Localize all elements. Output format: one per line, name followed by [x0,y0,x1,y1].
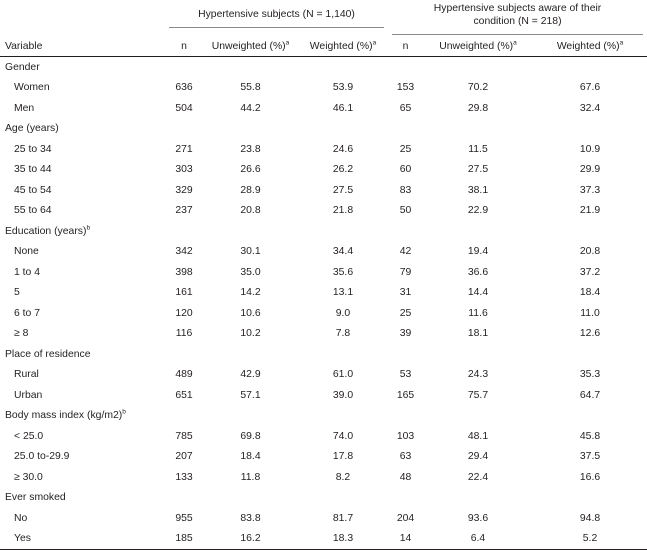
cell-n-total: 185 [165,529,203,550]
cell-n-aware [388,221,423,242]
cell-weighted-total: 39.0 [332,389,354,401]
row-label: 45 to 54 [14,184,52,196]
col-header-unweighted-label: Unweighted (%) [211,40,286,52]
cell-unweighted-aware: 14.4 [467,287,489,299]
cell-n-aware: 25 [399,307,412,319]
cell-weighted-total: 34.4 [332,246,354,258]
cell-weighted-aware: 12.6 [579,328,601,340]
cell-weighted-aware: 32.4 [579,102,601,114]
cell-n-total [165,57,203,78]
cell-n-aware [388,406,423,427]
cell-unweighted-total: 83.8 [240,512,261,524]
cell-weighted-total: 18.3 [298,529,388,550]
cell-weighted-aware: 64.7 [579,389,601,401]
table-row [0,98,647,119]
cell-weighted-aware [533,488,647,509]
col-header-weighted [298,36,388,57]
footnote-a-marker: a [285,39,290,47]
cell-n-total: 161 [175,287,193,299]
cell-n-total: 785 [175,430,193,442]
group-header-hypertensive [165,0,388,36]
footnote-a-marker: a [619,39,624,47]
cell-weighted-total: 21.8 [332,205,354,217]
row-label-cell [0,529,165,550]
row-label: Women [14,82,50,94]
category-label-cell [0,57,165,78]
cell-unweighted-total: 28.9 [240,184,261,196]
cell-unweighted-aware: 70.2 [467,82,489,94]
cell-unweighted-total [203,344,298,365]
row-label-cell [0,262,165,283]
cell-unweighted-total: 35.0 [240,266,261,278]
cell-n-aware [388,119,423,140]
category-row [0,221,647,242]
cell-weighted-aware: 37.2 [579,266,601,278]
cell-unweighted-aware: 11.5 [468,143,488,155]
cell-weighted-total [298,221,388,242]
category-row [0,488,647,509]
row-label: No [14,512,28,524]
cell-weighted-total: 27.5 [332,184,354,196]
cell-weighted-aware: 29.9 [579,164,601,176]
cell-weighted-total: 13.1 [332,287,354,299]
cell-unweighted-aware: 93.6 [467,512,489,524]
cell-unweighted-total [203,488,298,509]
row-label: 35 to 44 [14,164,52,176]
cell-weighted-aware: 37.3 [579,184,601,196]
row-label: None [14,246,39,258]
row-label-cell [0,242,165,263]
cell-n-total: 133 [175,471,193,483]
cell-n-total: 329 [175,184,193,196]
cell-n-aware: 83 [399,184,412,196]
table-row [0,78,647,99]
cell-n-aware: 53 [399,369,412,381]
row-label-cell [0,303,165,324]
footnote-b-marker: b [86,224,91,232]
cell-n-aware: 25 [399,143,412,155]
cell-n-total [165,344,203,365]
table-row [0,303,647,324]
cell-weighted-total [298,119,388,140]
row-label-cell [0,160,165,181]
col-header-n: n [165,36,203,57]
cell-n-aware: 204 [396,512,415,524]
cell-unweighted-total [203,119,298,140]
col-header-weighted [533,36,647,57]
cell-weighted-aware: 11.0 [580,307,600,319]
cell-unweighted-total: 26.6 [240,164,261,176]
cell-weighted-total: 61.0 [332,369,354,381]
table-row [0,447,647,468]
cell-n-total: 303 [175,164,193,176]
cell-unweighted-aware: 29.4 [467,451,489,463]
footnote-b-marker: b [122,408,126,416]
cell-unweighted-total: 69.8 [240,430,261,442]
row-label: Yes [14,533,31,545]
category-row [0,119,647,140]
category-label: Ever smoked [5,492,66,504]
cell-unweighted-total: 10.6 [240,307,261,319]
col-header-unweighted [203,36,298,57]
table-row [0,324,647,345]
cell-weighted-total: 7.8 [335,328,351,340]
table-row [0,365,647,386]
group-header-aware-line1: Hypertensive subjects aware of their [433,2,602,14]
cell-weighted-aware: 94.8 [579,512,601,524]
cell-n-total: 489 [175,369,193,381]
table-row [0,385,647,406]
cell-n-total: 116 [175,328,193,340]
cell-weighted-total: 81.7 [332,512,354,524]
category-row [0,57,647,78]
cell-unweighted-aware [423,344,533,365]
group-header-aware-line2: condition (N = 218) [473,15,562,27]
cell-weighted-aware: 10.9 [579,143,601,155]
table-row [0,426,647,447]
row-label-cell [0,98,165,119]
group-header-empty [0,0,165,36]
cell-unweighted-aware: 27.5 [467,164,489,176]
cell-unweighted-aware: 48.1 [467,430,489,442]
row-label-cell [0,385,165,406]
cell-n-total: 120 [175,307,193,319]
category-label: Age (years) [5,123,59,135]
cell-n-total: 955 [175,512,193,524]
row-label: < 25.0 [14,430,44,442]
cell-weighted-aware: 37.5 [579,451,601,463]
cell-n-aware: 39 [399,328,412,340]
cell-weighted-aware: 35.3 [579,369,601,381]
cell-unweighted-aware: 22.9 [467,205,489,217]
cell-unweighted-aware: 29.8 [467,102,489,114]
row-label-cell [0,201,165,222]
col-header-n: n [388,36,423,57]
cell-weighted-aware: 21.9 [579,205,601,217]
cell-unweighted-aware: 75.7 [467,389,489,401]
cell-n-total: 398 [175,266,193,278]
cell-weighted-total: 24.6 [332,143,354,155]
cell-weighted-total: 17.8 [332,451,354,463]
table-row [0,242,647,263]
cell-unweighted-aware: 18.1 [467,328,489,340]
cell-n-aware: 165 [396,389,415,401]
cell-weighted-aware [533,119,647,140]
cell-n-aware: 48 [399,471,412,483]
cell-n-aware [388,344,423,365]
cell-n-total: 504 [175,102,193,114]
category-label: Body mass index (kg/m2) [5,410,123,422]
category-row [0,344,647,365]
row-label: 6 to 7 [14,307,40,319]
cell-unweighted-aware: 22.4 [467,471,489,483]
cell-n-total: 237 [175,205,193,217]
table-row [0,262,647,283]
cell-weighted-aware: 5.2 [533,529,647,550]
row-label: Urban [14,389,43,401]
cell-weighted-aware: 67.6 [579,82,601,94]
cell-unweighted-total: 42.9 [240,369,261,381]
col-header-unweighted [423,36,533,57]
group-header-row [0,0,647,36]
cell-n-total: 651 [175,389,193,401]
cell-weighted-aware: 16.6 [579,471,601,483]
cell-unweighted-total: 16.2 [203,529,298,550]
category-label-cell [0,221,165,242]
cell-n-aware [388,488,423,509]
group-header-hypertensive-label: Hypertensive subjects (N = 1,140) [169,8,384,28]
cell-unweighted-total: 30.1 [240,246,261,258]
cell-unweighted-total: 20.8 [240,205,261,217]
cell-unweighted-aware [423,488,533,509]
table-row [0,180,647,201]
cell-unweighted-aware [423,57,533,78]
cell-weighted-total [298,57,388,78]
cell-unweighted-aware: 6.4 [423,529,533,550]
cell-n-aware: 153 [396,82,415,94]
row-label-cell [0,508,165,529]
col-header-unweighted-label: Unweighted (%) [439,40,514,52]
cell-unweighted-total: 11.8 [240,471,261,483]
cell-weighted-aware: 18.4 [579,287,601,299]
footnote-a-marker: a [513,39,517,47]
cell-weighted-total: 46.1 [332,102,354,114]
cell-weighted-aware [533,57,647,78]
cell-unweighted-aware [423,406,533,427]
cell-weighted-total: 53.9 [332,82,354,94]
cell-n-total [165,406,203,427]
cell-weighted-aware [533,406,647,427]
row-label: 25.0 to-29.9 [14,451,70,463]
cell-weighted-total [298,488,388,509]
row-label-cell [0,78,165,99]
cell-n-total: 636 [175,82,193,94]
cell-n-aware: 63 [399,451,412,463]
cell-n-total [165,488,203,509]
category-row [0,406,647,427]
row-label: 25 to 34 [14,143,52,155]
col-header-weighted-label: Weighted (%) [556,40,620,52]
footnote-a-marker: a [372,39,377,47]
row-label: Men [14,102,35,114]
cell-weighted-aware: 45.8 [579,430,601,442]
cell-weighted-total: 8.2 [335,471,351,483]
category-label: Education (years) [5,225,87,237]
category-label: Place of residence [5,348,91,360]
row-label: 55 to 64 [14,205,52,217]
category-label-cell [0,488,165,509]
cell-unweighted-total: 55.8 [240,82,261,94]
cell-weighted-total [298,406,388,427]
cell-n-aware: 79 [399,266,412,278]
row-label-cell [0,283,165,304]
cell-weighted-total: 35.6 [332,266,354,278]
cell-unweighted-aware [423,119,533,140]
row-label: Rural [14,369,39,381]
cell-weighted-aware [533,221,647,242]
cell-n-total [165,221,203,242]
col-header-weighted-label: Weighted (%) [309,40,373,52]
cell-unweighted-total: 57.1 [240,389,261,401]
cell-unweighted-total: 44.2 [240,102,261,114]
row-label: 1 to 4 [14,266,40,278]
table-row [0,160,647,181]
category-label: Gender [5,61,40,73]
cell-unweighted-aware [423,221,533,242]
cell-n-aware: 50 [399,205,412,217]
cell-n-total: 207 [175,451,193,463]
table-row [0,529,647,550]
table-body [0,57,647,550]
cell-n-aware: 31 [399,287,412,299]
cell-unweighted-total [203,406,298,427]
cell-weighted-aware [533,344,647,365]
cell-unweighted-total: 18.4 [240,451,261,463]
cell-unweighted-total: 14.2 [240,287,261,299]
cell-unweighted-aware: 36.6 [467,266,489,278]
cell-unweighted-aware: 19.4 [467,246,489,258]
row-label-cell [0,467,165,488]
column-header-row [0,36,647,57]
table-row [0,467,647,488]
table-row [0,283,647,304]
cell-weighted-aware: 20.8 [579,246,601,258]
cell-n-aware: 103 [396,430,415,442]
group-header-aware [388,0,647,36]
table-row [0,201,647,222]
cell-unweighted-total [203,221,298,242]
cell-n-total: 342 [175,246,193,258]
cell-unweighted-aware: 11.6 [468,307,488,319]
row-label-cell [0,139,165,160]
category-label-cell [0,119,165,140]
cell-n-aware: 65 [399,102,412,114]
col-header-variable: Variable [0,36,165,57]
cell-n-aware: 60 [399,164,412,176]
cell-n-total [165,119,203,140]
cell-n-total: 271 [175,143,193,155]
cell-weighted-total [298,344,388,365]
cell-n-aware: 14 [388,529,423,550]
cell-weighted-total: 9.0 [335,307,351,319]
cell-weighted-total: 74.0 [332,430,354,442]
table-row [0,508,647,529]
cell-n-aware: 42 [399,246,412,258]
row-label-cell [0,324,165,345]
table-row [0,139,647,160]
row-label-cell [0,180,165,201]
group-header-aware-label [392,2,643,35]
cell-unweighted-aware: 38.1 [467,184,489,196]
row-label-cell [0,365,165,386]
row-label-cell [0,447,165,468]
category-label-cell [0,406,165,427]
row-label-cell [0,426,165,447]
row-label: ≥ 8 [14,328,29,340]
cell-weighted-total: 26.2 [332,164,354,176]
cell-unweighted-aware: 24.3 [467,369,489,381]
cell-unweighted-total: 23.8 [240,143,261,155]
cell-unweighted-total: 10.2 [240,328,261,340]
cell-n-aware [388,57,423,78]
cell-unweighted-total [203,57,298,78]
category-label-cell [0,344,165,365]
row-label: 5 [14,287,20,299]
row-label: ≥ 30.0 [14,471,43,483]
